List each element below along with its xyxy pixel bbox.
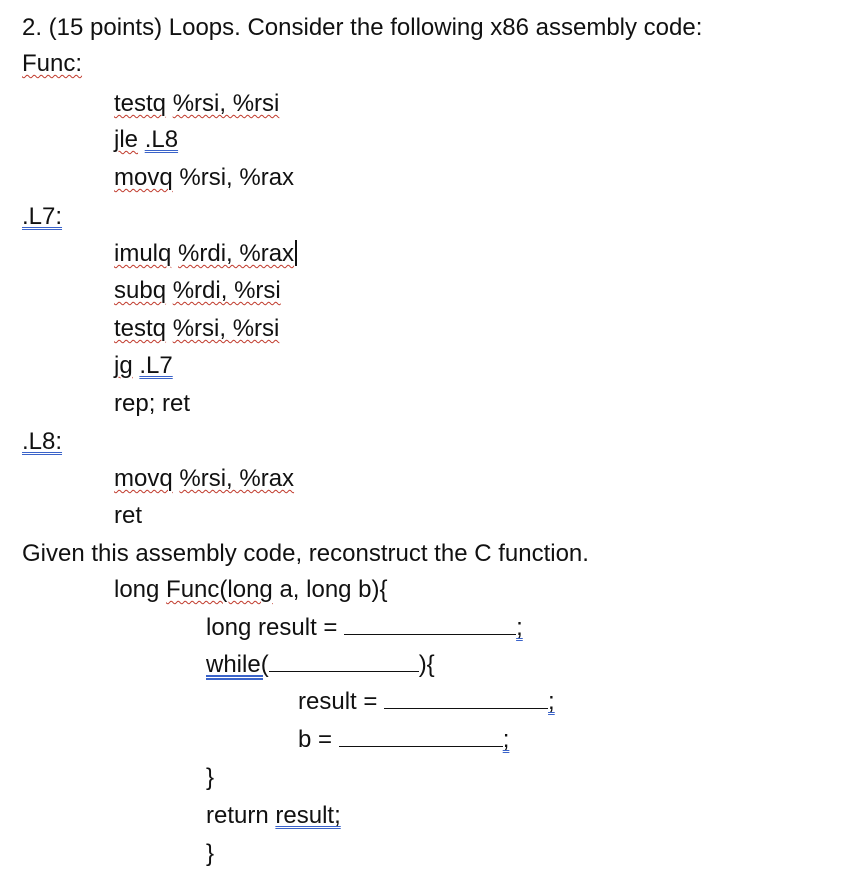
asm-mnemonic: jg [114, 352, 133, 379]
c-while-close: ){ [418, 651, 435, 678]
asm-mnemonic: testq [114, 315, 167, 342]
asm-line [114, 465, 294, 493]
c-return-kw: return [206, 802, 276, 829]
asm-line [114, 164, 294, 192]
question-heading: 2. (15 points) Loops. Consider the following x86 assembly code: [22, 14, 703, 41]
answer-blank-result-init[interactable] [344, 614, 516, 635]
c-return-line [206, 802, 341, 830]
c-return-val: result; [275, 802, 341, 829]
asm-mnemonic: rep; ret [114, 390, 191, 417]
asm-line [114, 502, 142, 530]
c-signature-suffix: a, long b){ [272, 576, 388, 603]
asm-operands: %rsi, %rsi [172, 90, 280, 117]
asm-mnemonic: ret [114, 502, 143, 529]
semicolon: ; [548, 688, 555, 715]
asm-mnemonic: testq [114, 90, 167, 117]
l7-label [22, 203, 62, 231]
c-signature [114, 576, 388, 604]
asm-mnemonic: jle [114, 126, 139, 153]
asm-line [114, 240, 297, 268]
answer-blank-b-update[interactable] [339, 726, 503, 747]
prompt-text: Given this assembly code, reconstruct the C function. [22, 540, 589, 567]
asm-operands: %rdi, %rax [178, 240, 295, 267]
asm-mnemonic: imulq [114, 240, 172, 267]
c-while-close-brace: } [206, 764, 215, 791]
c-inner-b [298, 726, 509, 754]
semicolon: ; [502, 726, 510, 753]
c-while-kw: while( [206, 651, 269, 678]
asm-line [114, 315, 279, 343]
asm-line [114, 277, 281, 305]
c-inner-b-text: b = [298, 726, 339, 753]
asm-operands: .L7 [139, 352, 173, 379]
c-inner-result-text: result = [298, 688, 385, 715]
answer-blank-result-update[interactable] [384, 688, 548, 709]
text-cursor [295, 240, 297, 266]
l7-label-text: .L7: [22, 203, 63, 230]
asm-line [114, 126, 178, 154]
c-signature-name: Func(long [166, 576, 273, 603]
asm-mnemonic: movq [114, 465, 173, 492]
asm-line [114, 352, 173, 380]
c-while-line [206, 651, 435, 679]
asm-line [114, 90, 279, 118]
l8-label [22, 428, 62, 456]
asm-operands: %rsi, %rax [179, 164, 295, 191]
asm-line [114, 390, 190, 418]
func-label-text: Func: [22, 50, 83, 77]
asm-mnemonic: movq [114, 164, 173, 191]
answer-blank-while-cond[interactable] [269, 651, 419, 672]
asm-operands: .L8 [144, 126, 179, 153]
semicolon: ; [516, 614, 523, 641]
asm-mnemonic: subq [114, 277, 167, 304]
c-result-decl-text: long result = [206, 614, 345, 641]
c-inner-result [298, 688, 555, 716]
c-result-decl [206, 614, 523, 642]
c-signature-prefix: long [114, 576, 167, 603]
func-label [22, 50, 82, 78]
asm-operands: %rsi, %rax [179, 465, 295, 492]
c-final-brace: } [206, 840, 215, 867]
l8-label-text: .L8: [22, 428, 63, 455]
asm-operands: %rdi, %rsi [172, 277, 281, 304]
asm-operands: %rsi, %rsi [172, 315, 280, 342]
